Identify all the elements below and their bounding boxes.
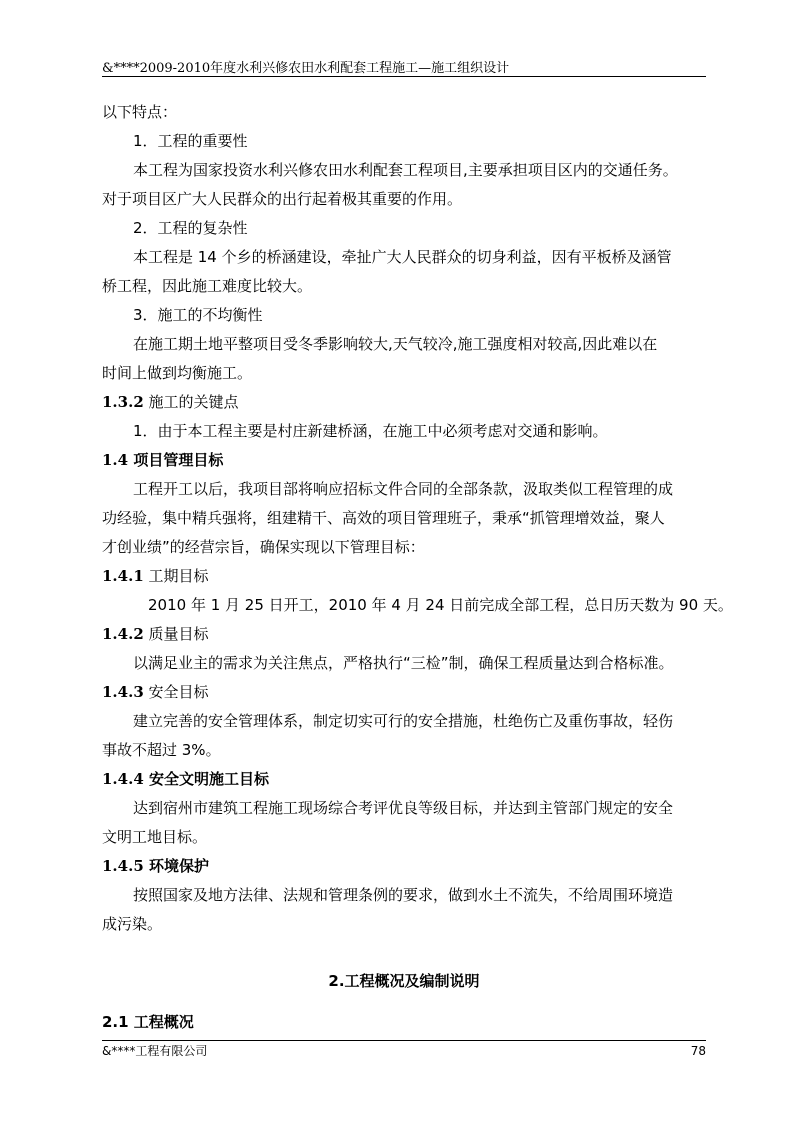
page-number: 78 [690, 1044, 706, 1058]
chapter-heading: 2.工程概况及编制说明 [328, 972, 480, 990]
running-header: &****2009-2010年度水利兴修农田水利配套工程施工—施工组织设计 [102, 61, 510, 76]
paragraph-line: 在施工期土地平整项目受冬季影响较大,天气较冷,施工强度相对较高,因此难以在 [133, 335, 658, 353]
footer-company: &****工程有限公司 [102, 1044, 208, 1058]
paragraph-line: 达到宿州市建筑工程施工现场综合考评优良等级目标，并达到主管部门规定的安全 [133, 799, 674, 817]
paragraph-line: 本工程是 14 个乡的桥涵建设，牵扯广大人民群众的切身利益，因有平板桥及涵管 [133, 248, 672, 266]
heading-number: 1.4.4 [102, 770, 144, 788]
paragraph-line: 以下特点： [102, 103, 178, 121]
paragraph-line: 功经验，集中精兵强将，组建精干、高效的项目管理班子，秉承“抓管理增效益，聚人 [102, 509, 665, 527]
section-heading-1-4-5 [102, 855, 209, 877]
paragraph-line: 按照国家及地方法律、法规和管理条例的要求，做到水土不流失，不给周围环境造 [133, 886, 674, 904]
heading-text: 环境保护 [149, 857, 210, 875]
paragraph-line: 工程开工以后，我项目部将响应招标文件合同的全部条款，汲取类似工程管理的成 [133, 480, 674, 498]
heading-text: 质量目标 [148, 625, 209, 643]
heading-number: 1.4.1 [102, 567, 144, 585]
heading-number: 1.4.5 [102, 857, 144, 875]
heading-text: 工期目标 [148, 567, 209, 585]
paragraph-line: 时间上做到均衡施工。 [102, 364, 253, 382]
paragraph-line: 对于项目区广大人民群众的出行起着极其重要的作用。 [102, 190, 463, 208]
heading-text: 项目管理目标 [133, 451, 224, 469]
paragraph-line: 文明工地目标。 [102, 828, 208, 846]
list-item-importance: 1．工程的重要性 [133, 132, 248, 150]
section-heading-1-4-2 [102, 623, 209, 645]
heading-text: 安全文明施工目标 [149, 770, 270, 788]
header-rule [102, 76, 706, 77]
paragraph-line: 才创业绩”的经营宗旨，确保实现以下管理目标： [102, 538, 425, 556]
list-item-imbalance: 3．施工的不均衡性 [133, 306, 263, 324]
section-heading-1-4 [102, 449, 223, 471]
section-heading-1-3-2 [102, 391, 239, 413]
paragraph-line: 事故不超过 3%。 [102, 741, 221, 759]
heading-number: 1.4.3 [102, 683, 144, 701]
list-item-complexity: 2．工程的复杂性 [133, 219, 248, 237]
section-heading-1-4-1 [102, 565, 209, 587]
section-heading-2-1: 2.1 工程概况 [102, 1013, 194, 1031]
heading-text: 施工的关键点 [148, 393, 239, 411]
heading-number: 1.4.2 [102, 625, 144, 643]
paragraph-line: 2010 年 1 月 25 日开工，2010 年 4 月 24 日前完成全部工程，总日历天数为 90 天。 [148, 596, 733, 614]
footer-rule [102, 1040, 706, 1041]
paragraph-line: 本工程为国家投资水利兴修农田水利配套工程项目,主要承担项目区内的交通任务。 [133, 161, 678, 179]
heading-number: 1.4 [102, 451, 129, 469]
heading-number: 1.3.2 [102, 393, 144, 411]
section-heading-1-4-3 [102, 681, 209, 703]
paragraph-line: 成污染。 [102, 915, 163, 933]
paragraph-line: 桥工程，因此施工难度比较大。 [102, 277, 313, 295]
paragraph-line: 建立完善的安全管理体系，制定切实可行的安全措施，杜绝伤亡及重伤事故，轻伤 [133, 712, 674, 730]
heading-text: 安全目标 [148, 683, 209, 701]
paragraph-line: 1．由于本工程主要是村庄新建桥涵，在施工中必须考虑对交通和影响。 [133, 422, 608, 440]
paragraph-line: 以满足业主的需求为关注焦点，严格执行“三检”制，确保工程质量达到合格标准。 [133, 654, 674, 672]
section-heading-1-4-4 [102, 768, 269, 790]
